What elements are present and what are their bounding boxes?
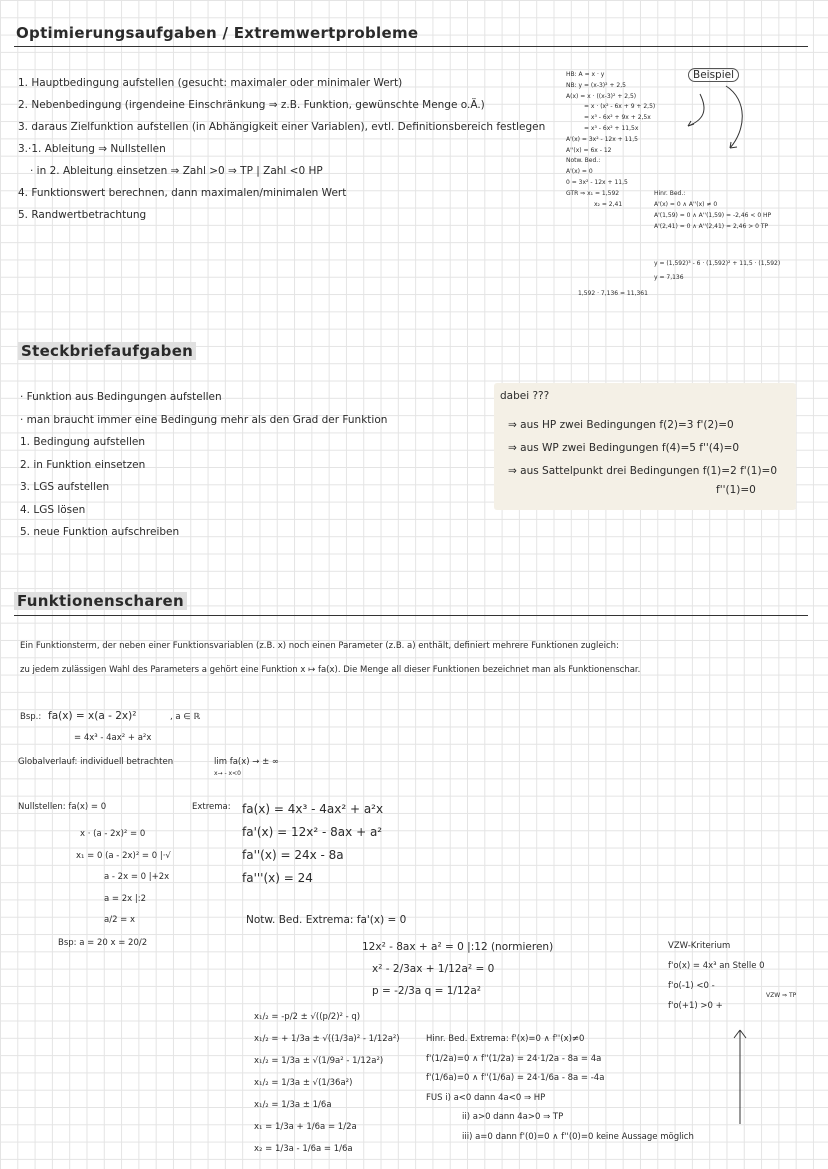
steck-box-line: ⇒ aus Sattelpunkt drei Bedingungen f(1)=2 f'(1)=0: [508, 465, 778, 477]
hinr-line: FUS i) a<0 dann 4a<0 ⇒ HP: [426, 1092, 546, 1103]
null-lines: [76, 824, 171, 932]
calc-line: x₂ = 2,41: [594, 200, 623, 208]
steck-step: · man braucht immer eine Bedingung mehr als den Grad der Funktion: [20, 413, 388, 426]
opt-example-calc: [566, 70, 655, 210]
steck-step: 4. LGS lösen: [20, 503, 86, 516]
hinr-line: y = 7,136: [654, 274, 684, 281]
pq-line: x₁/₂ = -p/2 ± √((p/2)² - q): [254, 1012, 361, 1022]
hinr-lines: [426, 1030, 694, 1147]
calc-line: GTR ⇒ x₁ = 1,592: [566, 189, 620, 197]
pq-line: x₁/₂ = 1/3a ± √(1/36a²): [254, 1078, 353, 1088]
opt-step: 3.·1. Ableitung ⇒ Nullstellen: [18, 143, 166, 155]
hinr-line: Hinr. Bed.:: [654, 190, 686, 197]
steck-step: 1. Bedingung aufstellen: [20, 436, 146, 448]
vzw-lines: [668, 936, 765, 1016]
example-label: Beispiel: [688, 68, 739, 82]
notw-label: Notw. Bed. Extrema: fa'(x) = 0: [246, 914, 407, 926]
hinr-line: A'(x) = 0 ∧ A''(x) ≠ 0: [654, 201, 718, 208]
global-sub: x→ - x<0: [214, 770, 241, 777]
notw-line: p = -2/3a q = 1/12a²: [372, 985, 481, 997]
steck-box-lines: [508, 414, 777, 483]
null-label: Nullstellen: fa(x) = 0: [18, 802, 107, 812]
global-lim: lim fa(x) → ± ∞: [214, 757, 279, 767]
hinr-line: f'(1/6a)=0 ∧ f''(1/6a) = 24·1/6a - 8a = -4a: [426, 1073, 605, 1083]
vzw-result: VZW ⇒ TP: [766, 992, 797, 999]
opt-steps-list: [18, 72, 545, 226]
hinr-line: iii) a=0 dann f'(0)=0 ∧ f''(0)=0 keine Aussage möglich: [462, 1131, 694, 1142]
opt-step: 5. Randwertbetrachtung: [18, 209, 147, 221]
pq-line: x₁ = 1/3a + 1/6a = 1/2a: [254, 1122, 357, 1132]
calc-line: NB: y = (x-3)² + 2,5: [566, 81, 626, 89]
calc-line: A'(x) = 0: [566, 168, 593, 176]
null-line: x₁ = 0 (a - 2x)² = 0 |·√: [76, 850, 171, 861]
scharen-intro-2: zu jedem zulässigen Wahl des Parameters a gehört eine Funktion x ↦ fa(x). Die Menge all dieser Funktionen bezeichnet man als Funktionenschar.: [20, 665, 641, 675]
up-arrow-icon: [730, 1026, 750, 1126]
steck-step: · Funktion aus Bedingungen aufstellen: [20, 391, 222, 403]
calc-line: 0 = 3x² - 12x + 11,5: [566, 178, 628, 186]
hinr-line: Hinr. Bed. Extrema: f'(x)=0 ∧ f''(x)≠0: [426, 1034, 585, 1044]
vzw-line: f'o(+1) >0 +: [668, 1001, 723, 1011]
section-title-optimierung: Optimierungsaufgaben / Extremwertprobleme: [16, 24, 419, 42]
null-line: a - 2x = 0 |+2x: [104, 872, 170, 882]
vzw-line: VZW-Kriterium: [668, 941, 731, 951]
hinr-line: y = (1,592)³ - 6 · (1,592)² + 11,5 · (1,592): [654, 260, 781, 267]
opt-example-hinr: [654, 188, 771, 232]
opt-step: 3. daraus Zielfunktion aufstellen (in Abhängigkeit einer Variablen), evtl. Definitionsbereich festlegen: [18, 121, 546, 133]
calc-line: A(x) = x · ((x-3)² + 2,5): [566, 92, 637, 100]
pq-line: x₂ = 1/3a - 1/6a = 1/6a: [254, 1144, 353, 1154]
vzw-line: f'o(x) = 4x³ an Stelle 0: [668, 961, 765, 971]
steck-step: 3. LGS aufstellen: [20, 481, 110, 493]
steck-box-line: ⇒ aus WP zwei Bedingungen f(4)=5 f''(4)=0: [508, 442, 740, 454]
opt-step: 2. Nebenbedingung (irgendeine Einschränkung ⇒ z.B. Funktion, gewünschte Menge o.Ä.): [18, 99, 485, 111]
hinr-line: f'(1/2a)=0 ∧ f''(1/2a) = 24·1/2a - 8a = 4a: [426, 1053, 602, 1064]
extrema-label: Extrema:: [192, 802, 231, 812]
hinr-line: ii) a>0 dann 4a>0 ⇒ TP: [462, 1112, 564, 1122]
steck-box-title: dabei ???: [500, 390, 550, 402]
notw-lines: [362, 936, 553, 1002]
bsp-func: fa(x) = x(a - 2x)²: [48, 710, 137, 722]
notw-line: 12x² - 8ax + a² = 0 |:12 (normieren): [362, 941, 554, 953]
extrema-line: fa''(x) = 24x - 8a: [242, 848, 344, 862]
hinr-line: 1,592 · 7,136 = 11,361: [578, 290, 648, 297]
notw-line: x² - 2/3ax + 1/12a² = 0: [372, 963, 495, 975]
extrema-line: fa(x) = 4x³ - 4ax² + a²x: [242, 802, 384, 816]
steck-step: 5. neue Funktion aufschreiben: [20, 526, 180, 538]
null-line: a/2 = x: [104, 915, 136, 925]
calc-line: A''(x) = 6x - 12: [566, 146, 612, 154]
steck-step: 2. in Funktion einsetzen: [20, 458, 146, 471]
pq-lines: [254, 1006, 400, 1160]
null-line: a = 2x |:2: [104, 893, 147, 904]
scharen-intro-1: Ein Funktionsterm, der neben einer Funktionsvariablen (z.B. x) noch einen Parameter (z.B. a) enthält, definiert mehrere Funktionen zugleich:: [20, 641, 619, 651]
example-arrows-icon: [680, 80, 760, 152]
steck-box-extra: f''(1)=0: [716, 484, 756, 496]
calc-line: = x · (x² - 6x + 9 + 2,5): [584, 103, 656, 111]
hinr-line: A'(2,41) = 0 ∧ A''(2,41) = 2,46 > 0 TP: [654, 223, 769, 230]
null-bsp: Bsp: a = 20 x = 20/2: [58, 938, 148, 948]
bsp-label: Bsp.:: [20, 712, 42, 722]
pq-line: x₁/₂ = 1/3a ± 1/6a: [254, 1100, 332, 1110]
opt-step: 4. Funktionswert berechnen, dann maximalen/minimalen Wert: [18, 187, 347, 199]
global-label: Globalverlauf: individuell betrachten: [18, 757, 174, 767]
null-line: x · (a - 2x)² = 0: [80, 829, 146, 839]
section-title-scharen: Funktionenscharen: [14, 592, 187, 610]
pq-line: x₁/₂ = 1/3a ± √(1/9a² - 1/12a²): [254, 1056, 384, 1066]
extrema-line: fa'(x) = 12x² - 8ax + a²: [242, 825, 383, 839]
extrema-line: fa'''(x) = 24: [242, 871, 313, 885]
steck-steps-list: [20, 386, 387, 544]
calc-line: Notw. Bed.:: [566, 157, 601, 165]
extrema-lines: [242, 798, 383, 890]
section-divider: [14, 46, 808, 47]
bsp-expand: = 4x³ - 4ax² + a²x: [74, 733, 152, 743]
pq-line: x₁/₂ = + 1/3a ± √((1/3a)² - 1/12a²): [254, 1034, 400, 1044]
opt-step: 1. Hauptbedingung aufstellen (gesucht: maximaler oder minimaler Wert): [18, 77, 403, 89]
steck-box-line: ⇒ aus HP zwei Bedingungen f(2)=3 f'(2)=0: [508, 419, 734, 431]
calc-line: = x³ - 6x² + 11,5x: [584, 124, 639, 132]
calc-line: A'(x) = 3x² - 12x + 11,5: [566, 135, 638, 143]
bsp-domain: , a ∈ ℝ: [170, 712, 201, 722]
hinr-line: A'(1,59) = 0 ∧ A''(1,59) = -2,46 < 0 HP: [654, 212, 772, 219]
section-divider: [14, 615, 808, 616]
calc-line: = x³ - 6x² + 9x + 2,5x: [584, 114, 651, 122]
vzw-line: f'o(-1) <0 -: [668, 981, 715, 991]
section-title-steckbrief: Steckbriefaufgaben: [18, 342, 196, 360]
opt-step: · in 2. Ableitung einsetzen ⇒ Zahl >0 ⇒ TP | Zahl <0 HP: [30, 165, 323, 177]
calc-line: HB: A = x · y: [566, 71, 605, 78]
